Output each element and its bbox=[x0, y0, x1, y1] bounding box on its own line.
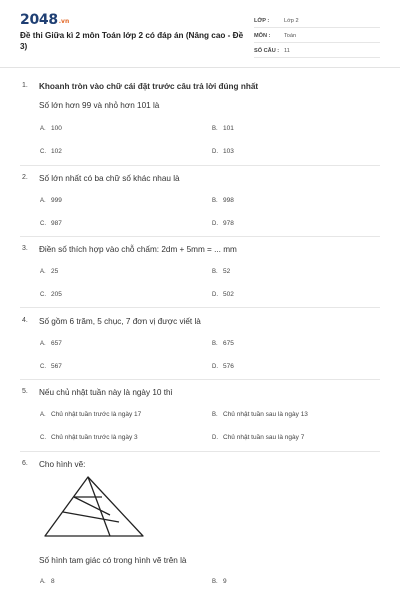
divider bbox=[20, 379, 380, 380]
option-text: 100 bbox=[51, 125, 62, 132]
option-text: 999 bbox=[51, 197, 62, 204]
option-text: 8 bbox=[51, 578, 55, 585]
triangle-figure bbox=[44, 476, 144, 538]
question-4-option-c[interactable] bbox=[40, 363, 62, 370]
question-1-stem: Số lớn hơn 99 và nhỏ hơn 101 là bbox=[39, 101, 160, 110]
question-number: 2. bbox=[22, 174, 28, 181]
question-2-option-c[interactable] bbox=[40, 220, 62, 227]
meta-value: 11 bbox=[284, 48, 290, 54]
question-3-option-b[interactable] bbox=[212, 268, 230, 275]
question-number: 3. bbox=[22, 245, 28, 252]
question-3-option-c[interactable] bbox=[40, 291, 62, 298]
cevian-line bbox=[88, 477, 110, 536]
meta-key: SỐ CÂU : bbox=[254, 48, 280, 54]
slanted-line-2 bbox=[74, 497, 110, 515]
option-letter: B. bbox=[212, 198, 218, 204]
page-header bbox=[0, 0, 400, 68]
option-text: Chủ nhật tuần sau là ngày 13 bbox=[223, 411, 308, 418]
option-letter: C. bbox=[40, 149, 46, 155]
logo-text: 2048 bbox=[20, 12, 58, 28]
option-text: 998 bbox=[223, 197, 234, 204]
question-2-option-d[interactable] bbox=[212, 220, 234, 227]
divider bbox=[20, 165, 380, 166]
question-number: 4. bbox=[22, 317, 28, 324]
question-text: Nếu chủ nhật tuần này là ngày 10 thì bbox=[39, 388, 173, 397]
option-letter: D. bbox=[212, 435, 218, 441]
option-letter: C. bbox=[40, 435, 46, 441]
option-text: 567 bbox=[51, 363, 62, 370]
option-text: 25 bbox=[51, 268, 59, 275]
option-letter: A. bbox=[40, 579, 46, 585]
option-letter: B. bbox=[212, 126, 218, 132]
site-logo[interactable] bbox=[20, 12, 69, 28]
option-text: 987 bbox=[51, 220, 62, 227]
question-5-option-c[interactable] bbox=[40, 434, 138, 441]
question-2-option-b[interactable] bbox=[212, 197, 234, 204]
option-text: 502 bbox=[223, 291, 234, 298]
option-letter: B. bbox=[212, 412, 218, 418]
divider bbox=[20, 451, 380, 452]
question-1-option-b[interactable] bbox=[212, 125, 234, 132]
question-2-option-a[interactable] bbox=[40, 197, 62, 204]
option-letter: B. bbox=[212, 341, 218, 347]
meta-value: Lớp 2 bbox=[284, 18, 299, 24]
question-6-option-b[interactable] bbox=[212, 578, 227, 585]
question-5-option-d[interactable] bbox=[212, 434, 304, 441]
option-letter: A. bbox=[40, 412, 46, 418]
option-text: 102 bbox=[51, 148, 62, 155]
question-text: Khoanh tròn vào chữ cái đặt trước câu trả lời đúng nhất bbox=[39, 82, 259, 91]
question-1-option-c[interactable] bbox=[40, 148, 62, 155]
option-letter: C. bbox=[40, 292, 46, 298]
option-text: Chủ nhật tuần trước là ngày 17 bbox=[51, 411, 142, 418]
option-text: 978 bbox=[223, 220, 234, 227]
option-letter: A. bbox=[40, 269, 46, 275]
question-text: Cho hình vẽ: bbox=[39, 460, 86, 469]
option-letter: A. bbox=[40, 341, 46, 347]
logo-tld: .vn bbox=[58, 18, 70, 25]
question-6-option-a[interactable] bbox=[40, 578, 55, 585]
question-4-option-a[interactable] bbox=[40, 340, 62, 347]
question-1-option-a[interactable] bbox=[40, 125, 62, 132]
question-text: Số gồm 6 trăm, 5 chục, 7 đơn vị được viết là bbox=[39, 317, 201, 326]
option-text: 675 bbox=[223, 340, 234, 347]
option-letter: D. bbox=[212, 149, 218, 155]
document-title: Đề thi Giữa kì 2 môn Toán lớp 2 có đáp án (Nâng cao - Đề 3) bbox=[20, 31, 244, 51]
question-5-option-a[interactable] bbox=[40, 411, 141, 418]
option-letter: B. bbox=[212, 269, 218, 275]
option-text: 205 bbox=[51, 291, 62, 298]
option-letter: C. bbox=[40, 364, 46, 370]
question-3-option-d[interactable] bbox=[212, 291, 234, 298]
question-3-option-a[interactable] bbox=[40, 268, 58, 275]
option-letter: D. bbox=[212, 364, 218, 370]
question-text: Số lớn nhất có ba chữ số khác nhau là bbox=[39, 174, 180, 183]
meta-key: MÔN : bbox=[254, 33, 271, 39]
option-text: 101 bbox=[223, 125, 234, 132]
question-1-option-d[interactable] bbox=[212, 148, 234, 155]
question-number: 6. bbox=[22, 460, 28, 467]
divider bbox=[20, 236, 380, 237]
question-text: Điền số thích hợp vào chỗ chấm: 2dm + 5mm = ... mm bbox=[39, 245, 237, 254]
option-text: 52 bbox=[223, 268, 231, 275]
meta-key: LỚP : bbox=[254, 18, 270, 24]
meta-row-class bbox=[254, 14, 380, 28]
option-letter: B. bbox=[212, 579, 218, 585]
option-text: 9 bbox=[223, 578, 227, 585]
question-number: 5. bbox=[22, 388, 28, 395]
option-text: Chủ nhật tuần sau là ngày 7 bbox=[223, 434, 305, 441]
option-letter: A. bbox=[40, 126, 46, 132]
question-4-option-d[interactable] bbox=[212, 363, 234, 370]
meta-value: Toán bbox=[284, 33, 297, 39]
slanted-line-1 bbox=[63, 512, 119, 522]
question-5-option-b[interactable] bbox=[212, 411, 308, 418]
meta-row-count bbox=[254, 44, 380, 58]
option-letter: D. bbox=[212, 221, 218, 227]
option-letter: A. bbox=[40, 198, 46, 204]
option-letter: C. bbox=[40, 221, 46, 227]
option-letter: D. bbox=[212, 292, 218, 298]
question-6-stem: Số hình tam giác có trong hình vẽ trên là bbox=[39, 556, 187, 565]
option-text: 657 bbox=[51, 340, 62, 347]
option-text: 576 bbox=[223, 363, 234, 370]
option-text: 103 bbox=[223, 148, 234, 155]
question-number: 1. bbox=[22, 82, 28, 89]
question-4-option-b[interactable] bbox=[212, 340, 234, 347]
option-text: Chủ nhật tuần trước là ngày 3 bbox=[51, 434, 138, 441]
meta-row-subject bbox=[254, 29, 380, 43]
divider bbox=[20, 307, 380, 308]
